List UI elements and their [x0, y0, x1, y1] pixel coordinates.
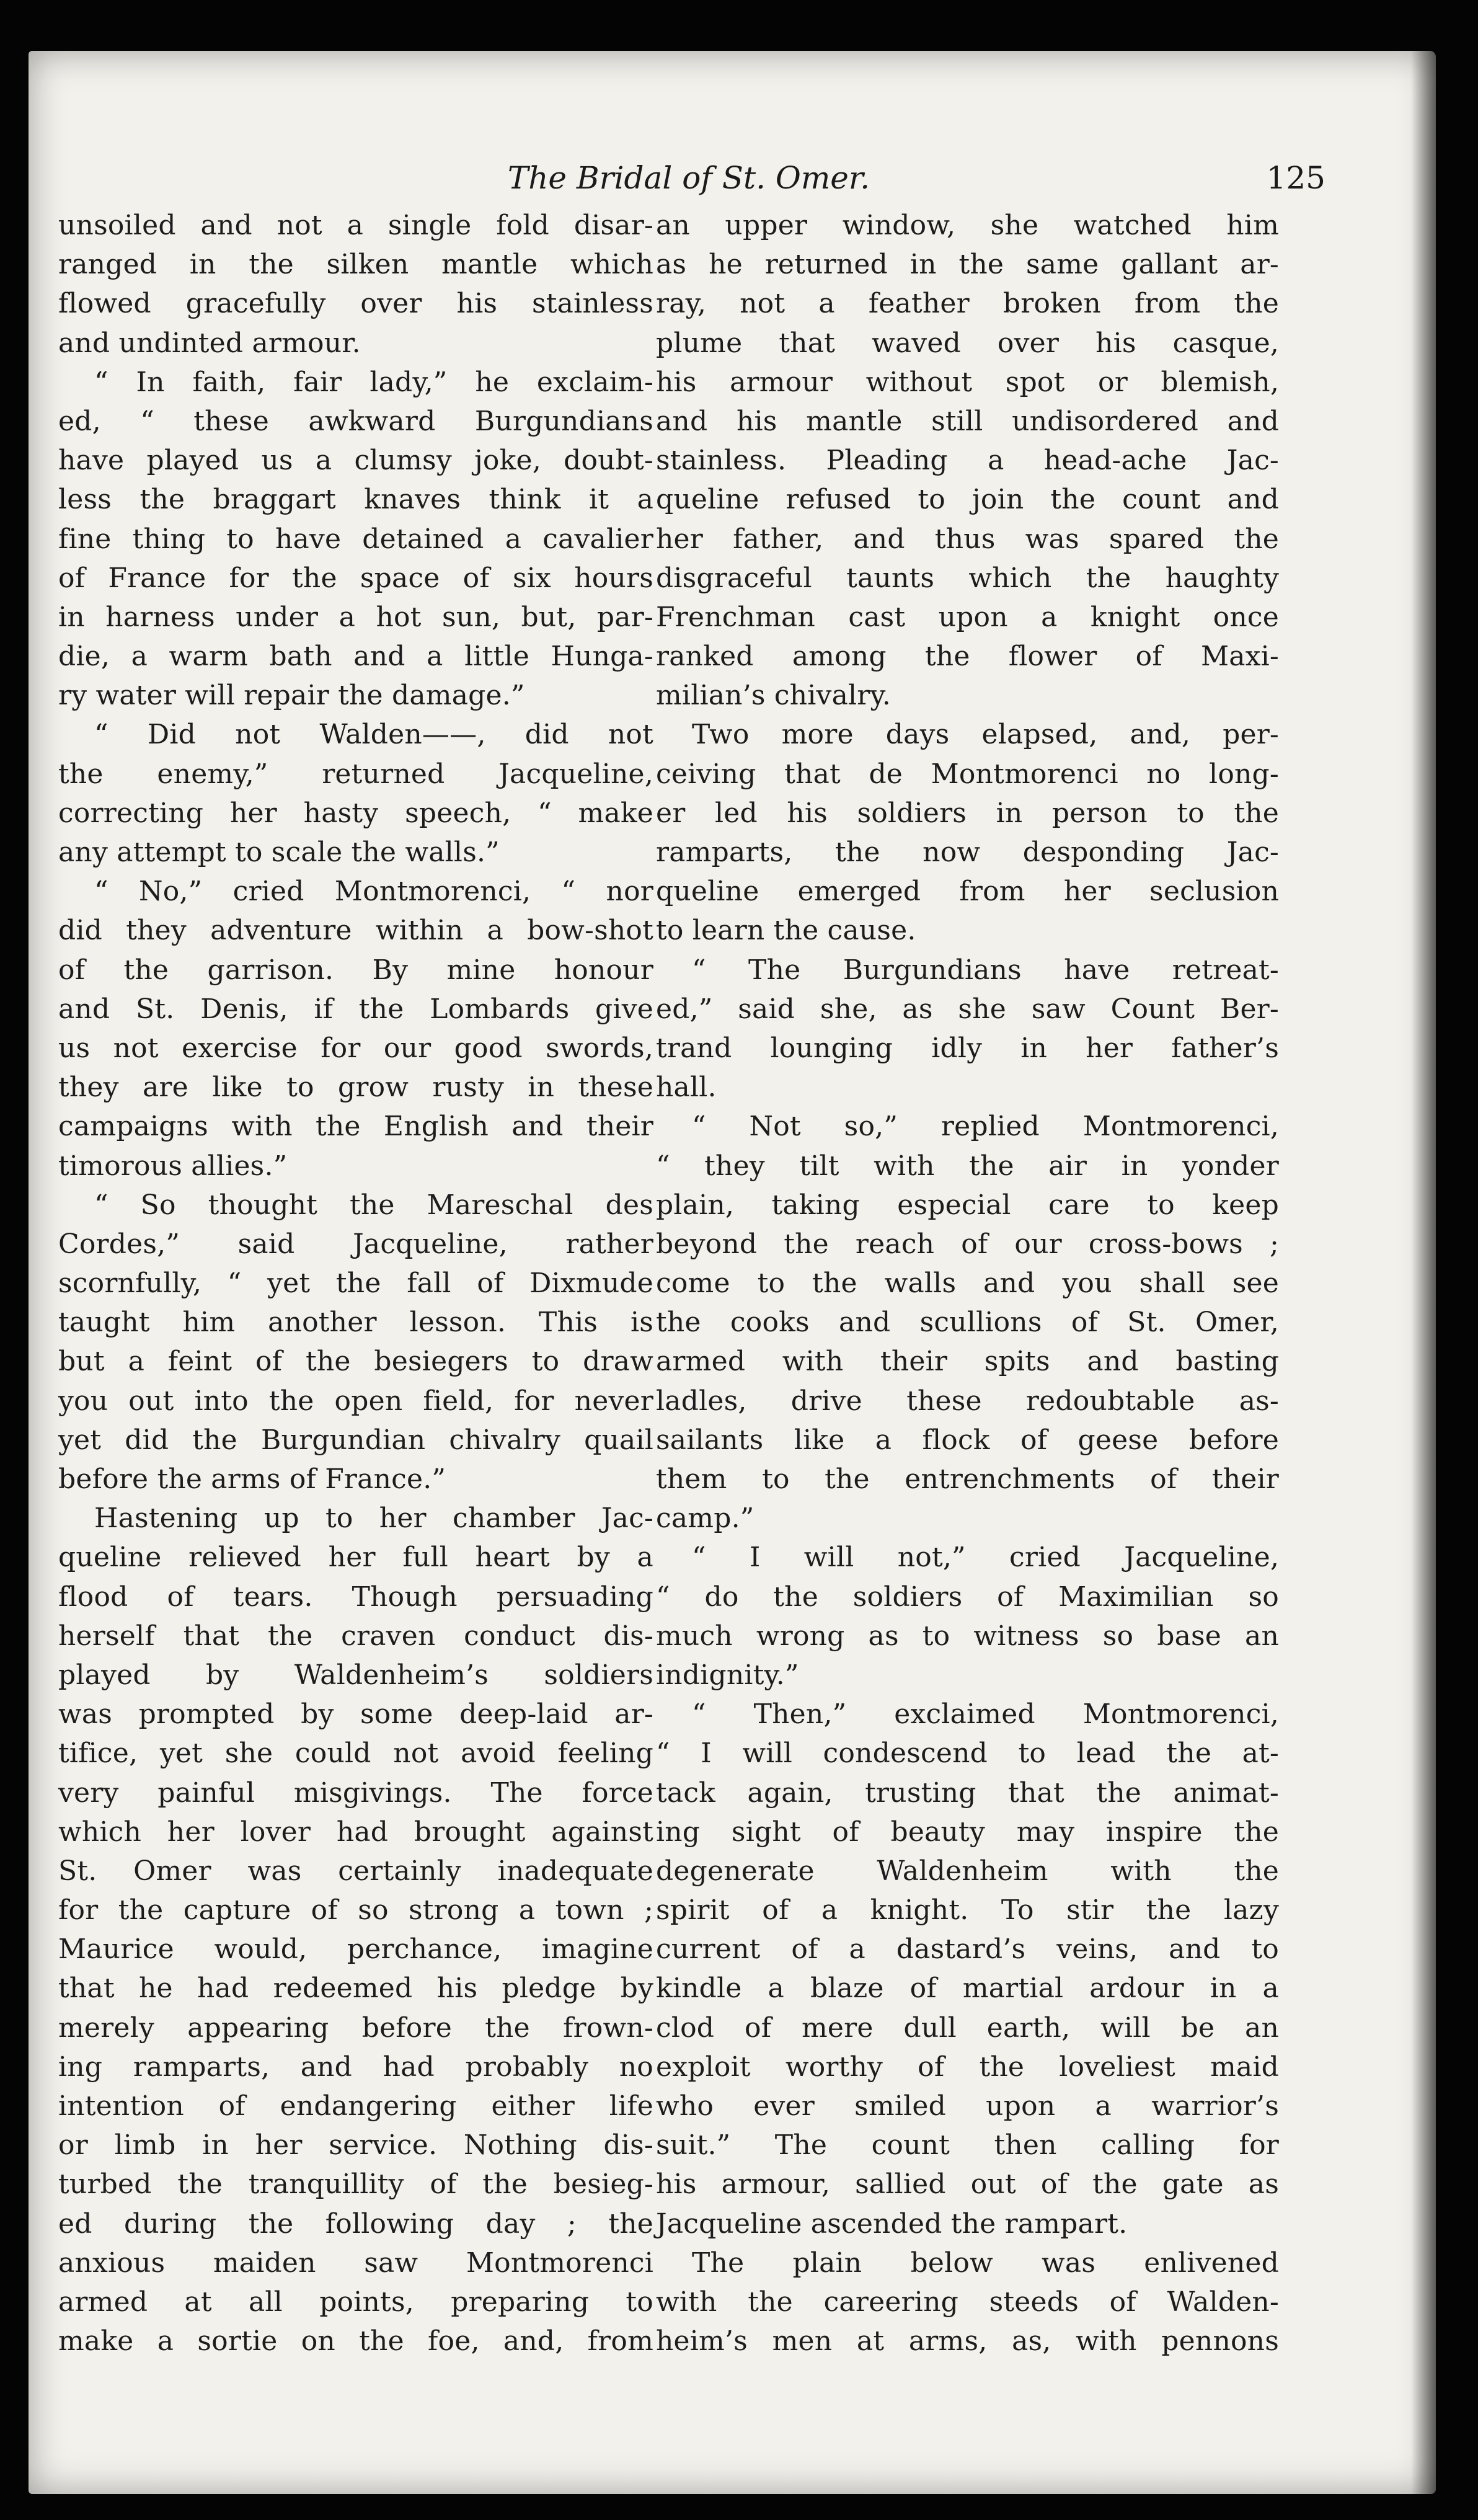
text-line: his armour without spot or blemish, [656, 366, 1279, 398]
text-line: “ Not so,” replied Montmorenci, [692, 1111, 1279, 1143]
text-line: “ Did not Walden——, did not [94, 719, 653, 751]
text-line: milian’s chivalry. [656, 680, 891, 712]
text-line: but a feint of the besiegers to draw [58, 1346, 653, 1378]
text-line: which her lover had brought against [58, 1816, 653, 1848]
text-line: very painful misgivings. The force [58, 1777, 653, 1809]
text-line: indignity.” [656, 1659, 799, 1691]
text-line: ed, “ these awkward Burgundians [58, 405, 653, 437]
text-line: suit.” The count then calling for [656, 2129, 1279, 2162]
text-line: kindle a blaze of martial ardour in a [656, 1972, 1279, 2005]
page-number: 125 [1266, 160, 1325, 196]
text-line: herself that the craven conduct dis- [58, 1620, 653, 1652]
text-line: ing ramparts, and had probably no [58, 2051, 653, 2083]
text-line: less the braggart knaves think it a [58, 484, 653, 516]
text-line: with the careering steeds of Walden- [656, 2286, 1279, 2318]
text-line: Jacqueline ascended the rampart. [656, 2207, 1128, 2240]
text-line: or limb in her service. Nothing dis- [58, 2129, 653, 2162]
text-line: of France for the space of six hours [58, 562, 653, 594]
text-line: in harness under a hot sun, but, par- [58, 601, 653, 633]
text-line: “ they tilt with the air in yonder [656, 1150, 1279, 1182]
text-line: armed at all points, preparing to [58, 2286, 653, 2318]
text-line: ed during the following day ; the [58, 2207, 653, 2240]
text-line: ceiving that de Montmorenci no long- [656, 758, 1279, 790]
text-line: hall. [656, 1071, 717, 1104]
running-head [29, 153, 1436, 203]
text-line: camp.” [656, 1502, 754, 1535]
text-line: “ do the soldiers of Maximilian so [656, 1581, 1279, 1613]
text-line: fine thing to have detained a cavalier [58, 523, 653, 555]
text-line: The plain below was enlivened [692, 2247, 1279, 2279]
text-line: heim’s men at arms, as, with pennons [656, 2325, 1279, 2358]
text-line: armed with their spits and basting [656, 1346, 1279, 1378]
text-line: the cooks and scullions of St. Omer, [656, 1307, 1279, 1339]
text-line: yet did the Burgundian chivalry quail [58, 1424, 653, 1456]
text-line: Maurice would, perchance, imagine [58, 1933, 653, 1966]
text-line: degenerate Waldenheim with the [656, 1855, 1279, 1887]
text-line: ed,” said she, as she saw Count Ber- [656, 993, 1279, 1025]
text-line: intention of endangering either life [58, 2090, 653, 2122]
text-line: us not exercise for our good swords, [58, 1032, 653, 1064]
text-line: spirit of a knight. To stir the lazy [656, 1894, 1279, 1927]
text-line: “ No,” cried Montmorenci, “ nor [94, 876, 653, 908]
text-line: plain, taking especial care to keep [656, 1189, 1279, 1221]
text-line: for the capture of so strong a town ; [58, 1894, 653, 1927]
text-line: come to the walls and you shall see [656, 1267, 1279, 1300]
text-line: campaigns with the English and their [58, 1111, 653, 1143]
text-line: much wrong as to witness so base an [656, 1620, 1279, 1652]
text-line: you out into the open field, for never [58, 1385, 653, 1417]
text-line: them to the entrenchments of their [656, 1463, 1279, 1495]
text-line: to learn the cause. [656, 915, 916, 947]
text-line: did they adventure within a bow-shot [58, 915, 653, 947]
text-line: “ The Burgundians have retreat- [692, 954, 1279, 986]
text-line: current of a dastard’s veins, and to [656, 1933, 1279, 1966]
book-page [29, 51, 1436, 2494]
text-line: was prompted by some deep-laid ar- [58, 1698, 653, 1731]
text-line: clod of mere dull earth, will be an [656, 2012, 1279, 2044]
page-edge-shadow [1411, 51, 1436, 2494]
text-line: queline refused to join the count and [656, 484, 1279, 516]
text-line: plume that waved over his casque, [656, 327, 1279, 359]
running-title: The Bridal of St. Omer. [507, 160, 870, 196]
text-line: the enemy,” returned Jacqueline, [58, 758, 653, 790]
text-line: timorous allies.” [58, 1150, 288, 1182]
text-line: make a sortie on the foe, and, from [58, 2325, 653, 2358]
text-line: St. Omer was certainly inadequate [58, 1855, 653, 1887]
text-line: unsoiled and not a single fold disar- [58, 210, 653, 241]
text-line: any attempt to scale the walls.” [58, 836, 500, 868]
text-line: turbed the tranquillity of the besieg- [58, 2168, 653, 2201]
text-line: ramparts, the now desponding Jac- [656, 836, 1279, 868]
text-line: that he had redeemed his pledge by [58, 1972, 653, 2005]
text-line: ranked among the flower of Maxi- [656, 641, 1279, 673]
text-line: before the arms of France.” [58, 1463, 446, 1495]
text-line: ladles, drive these redoubtable as- [656, 1385, 1279, 1417]
text-line: of the garrison. By mine honour [58, 954, 653, 986]
text-line: as he returned in the same gallant ar- [656, 249, 1279, 281]
text-line: Hastening up to her chamber Jac- [94, 1502, 653, 1535]
text-line: er led his soldiers in person to the [656, 797, 1279, 829]
text-line: scornfully, “ yet the fall of Dixmude [58, 1267, 653, 1300]
text-line: “ I will not,” cried Jacqueline, [692, 1542, 1279, 1574]
text-line: sailants like a flock of geese before [656, 1424, 1279, 1456]
text-line: flood of tears. Though persuading [58, 1581, 653, 1613]
text-line: stainless. Pleading a head-ache Jac- [656, 445, 1279, 477]
text-line: “ I will condescend to lead the at- [656, 1737, 1279, 1770]
text-line: and undinted armour. [58, 327, 361, 359]
text-line: Two more days elapsed, and, per- [692, 719, 1279, 751]
text-line: and his mantle still undisordered and [656, 405, 1279, 437]
text-line: they are like to grow rusty in these [58, 1071, 653, 1104]
text-line: tack again, trusting that the animat- [656, 1777, 1279, 1809]
text-line: ray, not a feather broken from the [656, 288, 1279, 320]
text-line: have played us a clumsy joke, doubt- [58, 445, 653, 477]
text-line: an upper window, she watched him [656, 210, 1279, 241]
text-line: queline relieved her full heart by a [58, 1542, 653, 1574]
text-line: her father, and thus was spared the [656, 523, 1279, 555]
text-line: and St. Denis, if the Lombards give [58, 993, 653, 1025]
text-line: merely appearing before the frown- [58, 2012, 653, 2044]
text-line: anxious maiden saw Montmorenci [58, 2247, 653, 2279]
text-line: taught him another lesson. This is [58, 1307, 653, 1339]
right-text-column [656, 206, 1279, 2361]
text-line: his armour, sallied out of the gate as [656, 2168, 1279, 2201]
text-line: die, a warm bath and a little Hunga- [58, 641, 653, 673]
text-line: Frenchman cast upon a knight once [656, 601, 1279, 633]
text-line: trand lounging idly in her father’s [656, 1032, 1279, 1064]
text-line: ry water will repair the damage.” [58, 680, 525, 712]
text-line: exploit worthy of the loveliest maid [656, 2051, 1279, 2083]
text-line: “ In faith, fair lady,” he exclaim- [94, 366, 653, 398]
text-line: beyond the reach of our cross-bows ; [656, 1228, 1279, 1260]
text-line: flowed gracefully over his stainless [58, 288, 653, 320]
text-line: “ So thought the Mareschal des [94, 1189, 653, 1221]
text-line: played by Waldenheim’s soldiers [58, 1659, 653, 1691]
text-line: ranged in the silken mantle which [58, 249, 653, 281]
text-line: who ever smiled upon a warrior’s [656, 2090, 1279, 2122]
text-line: “ Then,” exclaimed Montmorenci, [692, 1698, 1279, 1731]
text-line: tifice, yet she could not avoid feeling [58, 1737, 653, 1770]
text-line: queline emerged from her seclusion [656, 876, 1279, 908]
text-line: correcting her hasty speech, “ make [58, 797, 653, 829]
text-line: disgraceful taunts which the haughty [656, 562, 1279, 594]
left-text-column [58, 206, 653, 2361]
text-line: Cordes,” said Jacqueline, rather [58, 1228, 653, 1260]
text-line: ing sight of beauty may inspire the [656, 1816, 1279, 1848]
